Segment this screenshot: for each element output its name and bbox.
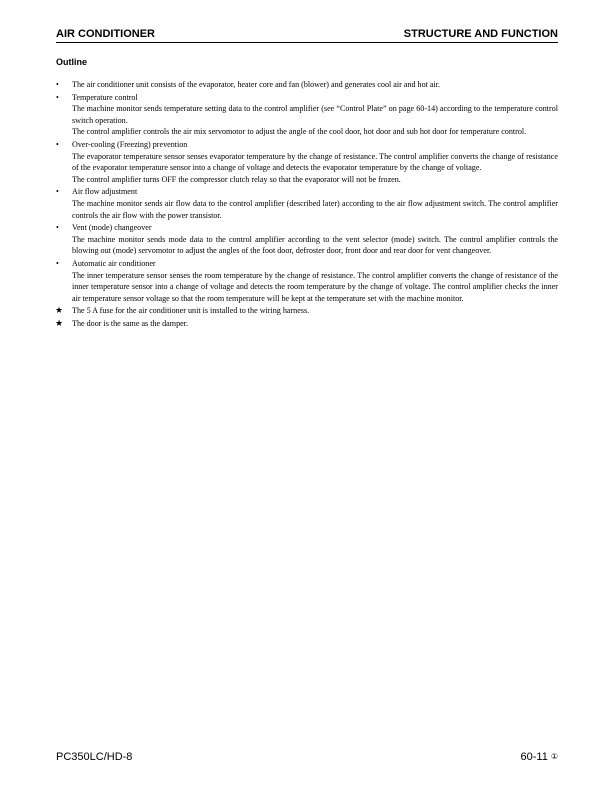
item-heading: Air flow adjustment: [72, 187, 138, 197]
page-header: [56, 26, 558, 43]
item-text: The machine monitor sends mode data to the control amplifier according to the vent selector (mode) switch. The control amplifier controls the blowing out (mode) servomotor to adjust the angles of the foot door, defroster door, front door and rear door for vent changeover.: [72, 234, 558, 256]
item-text: The evaporator temperature sensor senses evaporator temperature by the change of resistance. The control amplifier converts the change of resistance of the evaporator temperature sensor into a change of voltage and detects the evaporator temperature by the change of voltage.: [72, 151, 558, 173]
header-chapter-title: STRUCTURE AND FUNCTION: [403, 28, 558, 40]
item-heading: Temperature control: [72, 92, 138, 102]
item-text: The inner temperature sensor senses the room temperature by the change of resistance. The control amplifier converts the change of resistance of the inner temperature sensor into a change of voltage and detects the room temperature by the change of voltage. The control amplifier checks the inner air temperature sensor voltage so that the room temperature will be kept at the temperature set with the machine monitor.: [72, 270, 558, 303]
bullet-icon: •: [56, 223, 59, 233]
page-number: 60-11: [520, 751, 548, 763]
star-icon: ★: [55, 305, 64, 316]
list-item: [56, 92, 558, 138]
note-item: [56, 305, 558, 317]
item-heading: Vent (mode) changeover: [72, 223, 152, 233]
bullet-icon: •: [56, 187, 59, 197]
star-icon: ★: [55, 317, 64, 328]
model-number: PC350LC/HD-8: [56, 751, 133, 763]
list-item: [56, 222, 558, 257]
item-text: The control amplifier controls the air mix servomotor to adjust the angle of the cool door, hot door and sub hot door for temperature control.: [72, 127, 527, 137]
item-heading: Automatic air conditioner: [72, 258, 156, 268]
note-item: [56, 318, 558, 330]
list-item: [56, 186, 558, 221]
bullet-icon: •: [56, 139, 59, 149]
list-item: [56, 79, 558, 91]
item-heading: Over-cooling (Freezing) prevention: [72, 139, 188, 149]
item-text: The machine monitor sends temperature setting data to the control amplifier (see “Control Plate” on page 60-14) according to the temperature control switch operation.: [72, 104, 558, 125]
section-heading: Outline: [56, 57, 87, 67]
header-section-title: AIR CONDITIONER: [56, 28, 155, 40]
item-text: The machine monitor sends air flow data to the control amplifier (described later) according to the air flow adjustment switch. The control amplifier controls the air flow with the power transistor.: [72, 198, 558, 220]
list-item: [56, 258, 558, 304]
page-number-group: [521, 750, 559, 764]
outline-list: [56, 79, 558, 330]
bullet-icon: •: [56, 92, 59, 102]
revision-mark: ①: [550, 752, 558, 761]
bullet-icon: •: [56, 80, 59, 89]
note-text: The door is the same as the damper.: [72, 318, 188, 328]
item-text: The control amplifier turns OFF the compressor clutch relay so that the evaporator will not be frozen.: [72, 174, 401, 184]
note-text: The 5 A fuse for the air conditioner unit is installed to the wiring harness.: [72, 306, 310, 316]
item-text: The air conditioner unit consists of the evaporator, heater core and fan (blower) and generates cool air and hot air.: [72, 80, 441, 89]
list-item: [56, 139, 558, 185]
bullet-icon: •: [56, 258, 59, 268]
